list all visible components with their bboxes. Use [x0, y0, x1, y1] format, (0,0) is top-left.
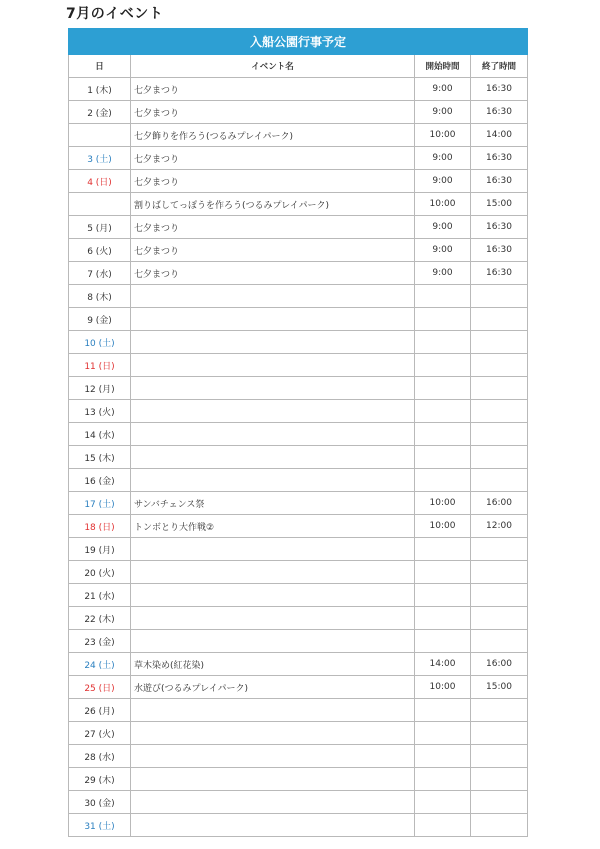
start-time-cell	[415, 768, 471, 791]
start-time-cell	[415, 446, 471, 469]
start-time-cell: 10:00	[415, 515, 471, 538]
event-name-cell	[131, 607, 415, 630]
event-name-cell	[131, 745, 415, 768]
end-time-cell	[471, 308, 528, 331]
event-name-cell: 七夕まつり	[131, 239, 415, 262]
event-name-cell: 七夕飾りを作ろう(つるみプレイパーク)	[131, 124, 415, 147]
event-name-cell	[131, 791, 415, 814]
end-time-cell: 16:30	[471, 101, 528, 124]
end-time-cell	[471, 699, 528, 722]
event-name-cell	[131, 814, 415, 837]
day-cell: 5 (月)	[69, 216, 131, 239]
day-cell: 8 (木)	[69, 285, 131, 308]
start-time-cell: 9:00	[415, 101, 471, 124]
end-time-cell: 16:00	[471, 653, 528, 676]
end-time-cell	[471, 331, 528, 354]
day-cell: 14 (水)	[69, 423, 131, 446]
end-time-cell	[471, 768, 528, 791]
end-time-cell	[471, 446, 528, 469]
table-row	[69, 515, 528, 538]
event-name-cell: 草木染め(紅花染)	[131, 653, 415, 676]
event-name-cell: サンバチェンス祭	[131, 492, 415, 515]
column-header-row	[69, 55, 528, 78]
day-cell: 19 (月)	[69, 538, 131, 561]
day-cell: 22 (木)	[69, 607, 131, 630]
table-row	[69, 630, 528, 653]
event-name-cell: 七夕まつり	[131, 216, 415, 239]
column-header-day: 日	[69, 55, 131, 78]
day-cell: 27 (火)	[69, 722, 131, 745]
end-time-cell	[471, 538, 528, 561]
event-name-cell: トンボとり大作戦②	[131, 515, 415, 538]
table-row	[69, 607, 528, 630]
day-cell: 1 (木)	[69, 78, 131, 101]
event-name-cell	[131, 354, 415, 377]
start-time-cell	[415, 538, 471, 561]
event-name-cell: 七夕まつり	[131, 170, 415, 193]
day-cell: 13 (火)	[69, 400, 131, 423]
event-name-cell	[131, 446, 415, 469]
table-row	[69, 814, 528, 837]
table-row	[69, 400, 528, 423]
day-cell: 20 (火)	[69, 561, 131, 584]
table-row	[69, 216, 528, 239]
end-time-cell	[471, 561, 528, 584]
start-time-cell	[415, 791, 471, 814]
start-time-cell	[415, 722, 471, 745]
end-time-cell: 16:30	[471, 170, 528, 193]
end-time-cell	[471, 607, 528, 630]
start-time-cell	[415, 354, 471, 377]
column-header-end: 終了時間	[471, 55, 528, 78]
start-time-cell	[415, 423, 471, 446]
end-time-cell: 16:30	[471, 78, 528, 101]
end-time-cell	[471, 630, 528, 653]
event-name-cell	[131, 584, 415, 607]
event-name-cell	[131, 722, 415, 745]
end-time-cell: 12:00	[471, 515, 528, 538]
table-row	[69, 584, 528, 607]
start-time-cell: 9:00	[415, 78, 471, 101]
day-cell: 29 (木)	[69, 768, 131, 791]
end-time-cell: 16:30	[471, 239, 528, 262]
table-row	[69, 676, 528, 699]
table-caption-row	[69, 29, 528, 55]
table-row	[69, 791, 528, 814]
day-cell: 17 (土)	[69, 492, 131, 515]
end-time-cell: 16:30	[471, 262, 528, 285]
start-time-cell	[415, 469, 471, 492]
event-name-cell	[131, 423, 415, 446]
event-name-cell: 割りばしてっぽうを作ろう(つるみプレイパーク)	[131, 193, 415, 216]
start-time-cell	[415, 699, 471, 722]
day-cell: 9 (金)	[69, 308, 131, 331]
day-cell: 25 (日)	[69, 676, 131, 699]
day-cell: 28 (水)	[69, 745, 131, 768]
event-name-cell: 七夕まつり	[131, 147, 415, 170]
end-time-cell	[471, 354, 528, 377]
table-row	[69, 262, 528, 285]
start-time-cell: 9:00	[415, 147, 471, 170]
table-row	[69, 699, 528, 722]
event-name-cell	[131, 377, 415, 400]
page-title: 7月のイベント	[66, 6, 164, 22]
start-time-cell: 14:00	[415, 653, 471, 676]
day-cell: 10 (土)	[69, 331, 131, 354]
day-cell: 18 (日)	[69, 515, 131, 538]
end-time-cell	[471, 722, 528, 745]
start-time-cell: 9:00	[415, 216, 471, 239]
day-cell: 30 (金)	[69, 791, 131, 814]
day-cell	[69, 193, 131, 216]
end-time-cell: 16:00	[471, 492, 528, 515]
end-time-cell	[471, 423, 528, 446]
end-time-cell	[471, 814, 528, 837]
table-row	[69, 78, 528, 101]
table-row	[69, 423, 528, 446]
table-row	[69, 239, 528, 262]
day-cell: 4 (日)	[69, 170, 131, 193]
start-time-cell	[415, 814, 471, 837]
table-row	[69, 354, 528, 377]
table-row	[69, 377, 528, 400]
end-time-cell	[471, 584, 528, 607]
end-time-cell	[471, 745, 528, 768]
day-cell: 23 (金)	[69, 630, 131, 653]
event-name-cell	[131, 331, 415, 354]
start-time-cell: 10:00	[415, 676, 471, 699]
start-time-cell	[415, 745, 471, 768]
start-time-cell: 9:00	[415, 170, 471, 193]
end-time-cell: 16:30	[471, 147, 528, 170]
end-time-cell: 15:00	[471, 676, 528, 699]
table-row	[69, 469, 528, 492]
day-cell: 24 (土)	[69, 653, 131, 676]
day-cell: 7 (水)	[69, 262, 131, 285]
table-row	[69, 124, 528, 147]
end-time-cell	[471, 400, 528, 423]
event-name-cell: 水遊び(つるみプレイパーク)	[131, 676, 415, 699]
table-row	[69, 170, 528, 193]
table-row	[69, 147, 528, 170]
start-time-cell: 9:00	[415, 239, 471, 262]
day-cell: 26 (月)	[69, 699, 131, 722]
start-time-cell	[415, 400, 471, 423]
table-row	[69, 538, 528, 561]
start-time-cell: 9:00	[415, 262, 471, 285]
day-cell: 2 (金)	[69, 101, 131, 124]
start-time-cell	[415, 331, 471, 354]
event-name-cell	[131, 538, 415, 561]
column-header-start: 開始時間	[415, 55, 471, 78]
event-schedule-table	[68, 28, 528, 837]
table-row	[69, 446, 528, 469]
start-time-cell	[415, 607, 471, 630]
start-time-cell	[415, 285, 471, 308]
day-cell: 3 (土)	[69, 147, 131, 170]
end-time-cell: 15:00	[471, 193, 528, 216]
table-row	[69, 285, 528, 308]
event-name-cell	[131, 308, 415, 331]
start-time-cell	[415, 308, 471, 331]
table-row	[69, 101, 528, 124]
table-title: 入船公園行事予定	[69, 29, 528, 55]
table-row	[69, 331, 528, 354]
table-row	[69, 768, 528, 791]
table-row	[69, 492, 528, 515]
end-time-cell	[471, 377, 528, 400]
table-row	[69, 561, 528, 584]
end-time-cell	[471, 791, 528, 814]
event-name-cell	[131, 630, 415, 653]
start-time-cell	[415, 584, 471, 607]
end-time-cell: 14:00	[471, 124, 528, 147]
event-name-cell	[131, 469, 415, 492]
table-row	[69, 193, 528, 216]
start-time-cell	[415, 561, 471, 584]
event-name-cell: 七夕まつり	[131, 78, 415, 101]
day-cell: 11 (日)	[69, 354, 131, 377]
column-header-event: イベント名	[131, 55, 415, 78]
start-time-cell: 10:00	[415, 492, 471, 515]
event-name-cell	[131, 561, 415, 584]
event-name-cell	[131, 699, 415, 722]
start-time-cell	[415, 630, 471, 653]
table-row	[69, 308, 528, 331]
day-cell: 31 (土)	[69, 814, 131, 837]
event-name-cell: 七夕まつり	[131, 101, 415, 124]
start-time-cell: 10:00	[415, 124, 471, 147]
table-row	[69, 653, 528, 676]
start-time-cell	[415, 377, 471, 400]
day-cell: 12 (月)	[69, 377, 131, 400]
start-time-cell: 10:00	[415, 193, 471, 216]
end-time-cell	[471, 285, 528, 308]
day-cell	[69, 124, 131, 147]
day-cell: 16 (金)	[69, 469, 131, 492]
event-name-cell	[131, 285, 415, 308]
day-cell: 15 (木)	[69, 446, 131, 469]
day-cell: 21 (水)	[69, 584, 131, 607]
day-cell: 6 (火)	[69, 239, 131, 262]
table-row	[69, 722, 528, 745]
event-name-cell	[131, 400, 415, 423]
event-name-cell: 七夕まつり	[131, 262, 415, 285]
end-time-cell	[471, 469, 528, 492]
end-time-cell: 16:30	[471, 216, 528, 239]
event-name-cell	[131, 768, 415, 791]
table-row	[69, 745, 528, 768]
schedule-body	[69, 78, 528, 837]
